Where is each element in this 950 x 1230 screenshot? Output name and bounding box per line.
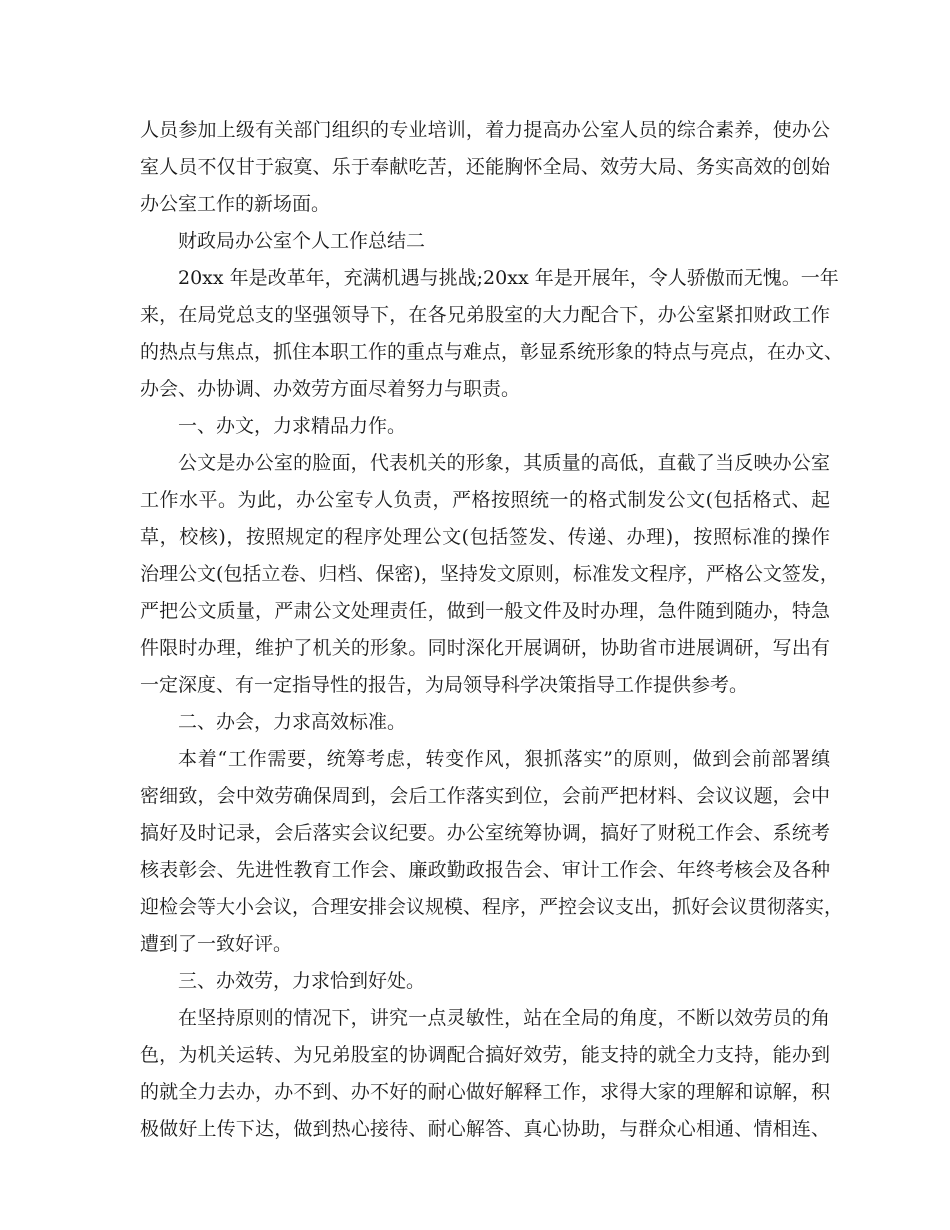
text-line: 遭到了一致好评。 — [140, 933, 293, 955]
text-line: 严把公文质量，严肃公文处理责任，做到一般文件及时办理，急件随到随办，特急 — [140, 600, 830, 622]
text-line: 来，在局党总支的坚强领导下，在各兄弟股室的大力配合下，办公室紧扣财政工作 — [140, 304, 830, 326]
text-line: 在坚持原则的情况下，讲究一点灵敏性，站在全局的角度，不断以效劳员的角 — [178, 1007, 830, 1029]
text-line: 草，校核)，按照规定的程序处理公文(包括签发、传递、办理)，按照标准的操作 — [140, 526, 830, 548]
text-line: 的就全力去办，办不到、办不好的耐心做好解释工作，求得大家的理解和谅解，积 — [140, 1081, 830, 1103]
text-line: 密细致，会中效劳确保周到，会后工作落实到位，会前严把材料、会议议题，会中 — [140, 785, 830, 807]
text-line: 办公室工作的新场面。 — [140, 193, 331, 215]
text-line: 核表彰会、先进性教育工作会、廉政勤政报告会、审计工作会、年终考核会及各种 — [140, 859, 830, 881]
section-heading: 二、办会，力求高效标准。 — [178, 711, 407, 733]
section-heading: 三、办效劳，力求恰到好处。 — [178, 970, 426, 992]
text-line: 治理公文(包括立卷、归档、保密)，坚持发文原则，标准发文程序，严格公文签发， — [140, 563, 839, 585]
text-line: 一定深度、有一定指导性的报告，为局领导科学决策指导工作提供参考。 — [140, 674, 749, 696]
text-line: 办会、办协调、办效劳方面尽着努力与职责。 — [140, 378, 521, 400]
section-heading: 一、办文，力求精品力作。 — [178, 415, 407, 437]
text-line: 人员参加上级有关部门组织的专业培训，着力提高办公室人员的综合素养，使办公 — [140, 119, 830, 141]
text-line: 的热点与焦点，抓住本职工作的重点与难点，彰显系统形象的特点与亮点，在办文、 — [140, 341, 844, 363]
text-line: 工作水平。为此，办公室专人负责，严格按照统一的格式制发公文(包括格式、起 — [140, 489, 830, 511]
text-line: 公文是办公室的脸面，代表机关的形象，其质量的高低，直截了当反映办公室 — [178, 452, 830, 474]
body-text — [140, 112, 844, 1148]
text-line: 20xx 年是改革年，充满机遇与挑战;20xx 年是开展年，令人骄傲而无愧。一年 — [178, 267, 839, 289]
text-line: 色，为机关运转、为兄弟股室的协调配合搞好效劳，能支持的就全力支持，能办到 — [140, 1044, 830, 1066]
text-line: 本着“工作需要，统筹考虑，转变作风，狠抓落实”的原则，做到会前部署缜 — [178, 748, 830, 770]
section-heading: 财政局办公室个人工作总结二 — [178, 230, 426, 252]
text-line: 件限时办理，维护了机关的形象。同时深化开展调研，协助省市进展调研，写出有 — [140, 637, 830, 659]
text-line: 搞好及时记录，会后落实会议纪要。办公室统筹协调，搞好了财税工作会、系统考 — [140, 822, 830, 844]
text-line: 迎检会等大小会议，合理安排会议规模、程序，严控会议支出，抓好会议贯彻落实， — [140, 896, 844, 918]
text-line: 极做好上传下达，做到热心接待、耐心解答、真心协助，与群众心相通、情相连、 — [140, 1118, 830, 1140]
text-line: 室人员不仅甘于寂寞、乐于奉献吃苦，还能胸怀全局、效劳大局、务实高效的创始 — [140, 156, 830, 178]
